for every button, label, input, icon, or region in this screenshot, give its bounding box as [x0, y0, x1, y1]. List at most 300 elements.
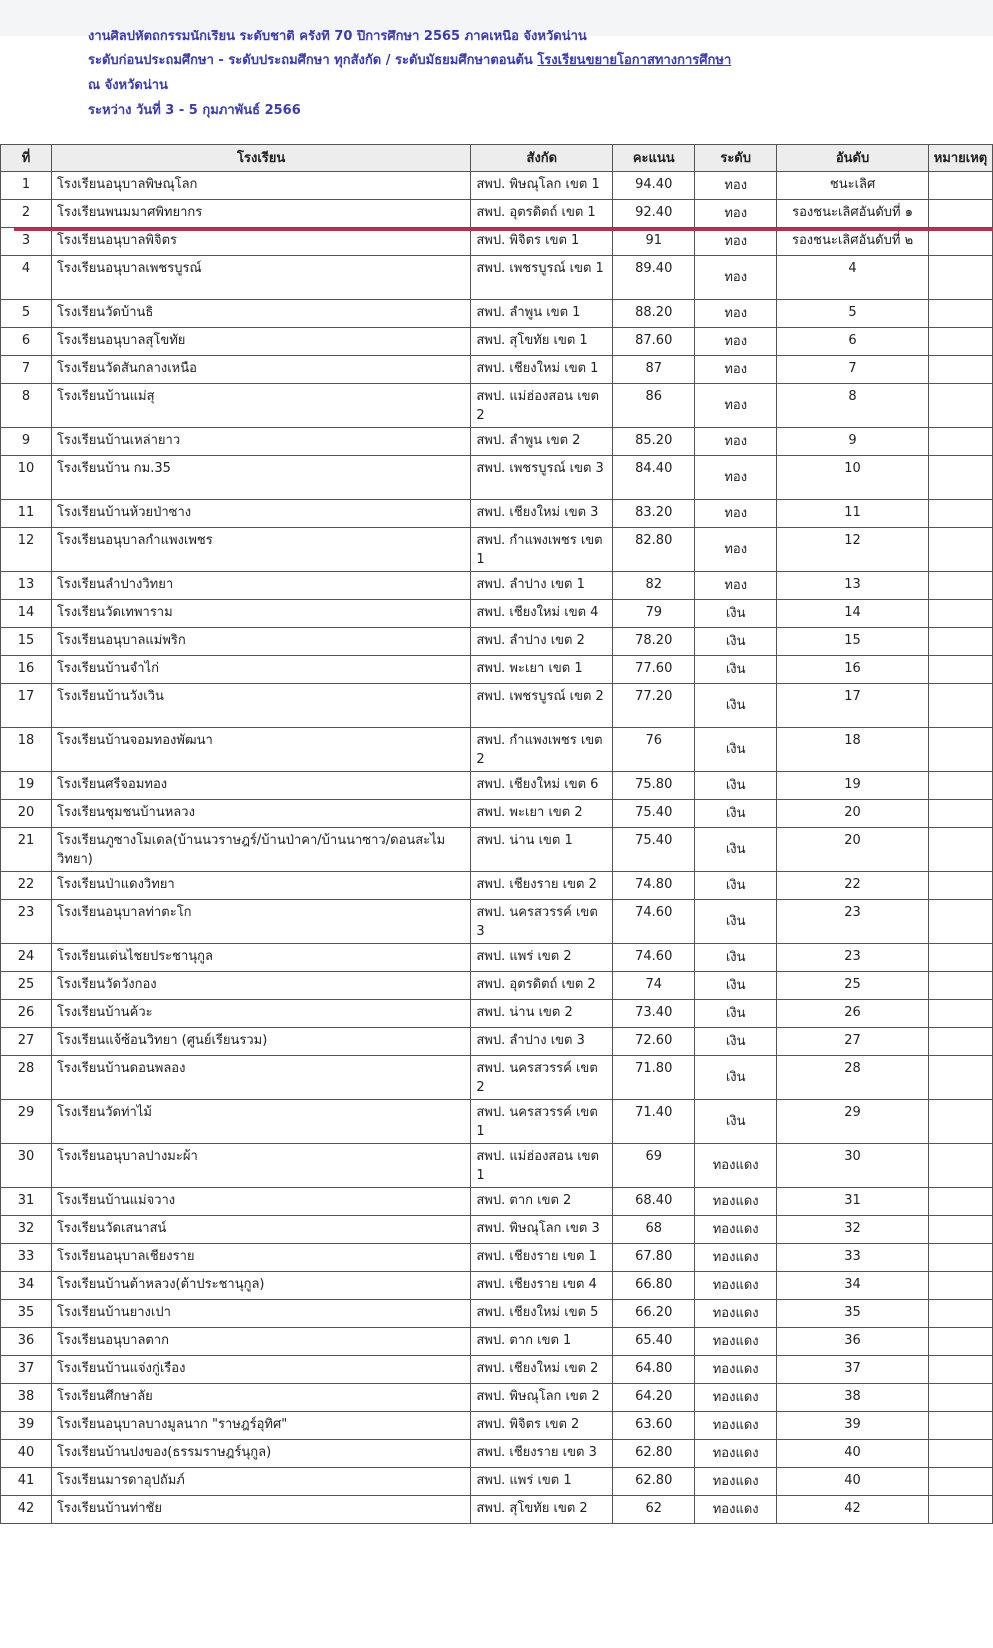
cell-no: 41 — [1, 1468, 52, 1496]
cell-level: ทองแดง — [695, 1272, 777, 1300]
cell-score: 87 — [613, 356, 695, 384]
table-row — [1, 200, 993, 228]
cell-school: โรงเรียนบ้านห้วยป่าซาง — [51, 500, 470, 528]
cell-remark — [928, 300, 992, 328]
cell-affiliation: สพป. เชียงราย เขต 1 — [471, 1244, 613, 1272]
cell-school: โรงเรียนวัดวังกอง — [51, 972, 470, 1000]
cell-rank: 30 — [777, 1144, 929, 1188]
cell-level: เงิน — [695, 684, 777, 728]
cell-affiliation: สพป. เชียงใหม่ เขต 2 — [471, 1356, 613, 1384]
cell-no: 15 — [1, 628, 52, 656]
cell-affiliation: สพป. อุตรดิตถ์ เขต 2 — [471, 972, 613, 1000]
cell-level: ทอง — [695, 500, 777, 528]
cell-score: 65.40 — [613, 1328, 695, 1356]
cell-no: 42 — [1, 1496, 52, 1524]
cell-level: ทองแดง — [695, 1244, 777, 1272]
cell-rank: 31 — [777, 1188, 929, 1216]
cell-affiliation: สพป. สุโขทัย เขต 2 — [471, 1496, 613, 1524]
cell-affiliation: สพป. ลำปาง เขต 2 — [471, 628, 613, 656]
cell-score: 78.20 — [613, 628, 695, 656]
cell-remark — [928, 944, 992, 972]
cell-no: 23 — [1, 900, 52, 944]
cell-affiliation: สพป. ลำพูน เขต 1 — [471, 300, 613, 328]
cell-school: โรงเรียนบ้านแจ่งกู่เรือง — [51, 1356, 470, 1384]
table-row — [1, 300, 993, 328]
cell-affiliation: สพป. เพชรบูรณ์ เขต 2 — [471, 684, 613, 728]
cell-rank: 14 — [777, 600, 929, 628]
cell-affiliation: สพป. เชียงใหม่ เขต 1 — [471, 356, 613, 384]
cell-score: 77.20 — [613, 684, 695, 728]
cell-affiliation: สพป. พิจิตร เขต 1 — [471, 228, 613, 256]
cell-no: 30 — [1, 1144, 52, 1188]
cell-remark — [928, 1440, 992, 1468]
cell-affiliation: สพป. เชียงใหม่ เขต 6 — [471, 772, 613, 800]
cell-remark — [928, 1468, 992, 1496]
cell-school: โรงเรียนอนุบาลตาก — [51, 1328, 470, 1356]
cell-rank: 35 — [777, 1300, 929, 1328]
table-row — [1, 1144, 993, 1188]
table-row — [1, 1300, 993, 1328]
cell-remark — [928, 828, 992, 872]
cell-remark — [928, 1384, 992, 1412]
cell-school: โรงเรียนบ้านเหล่ายาว — [51, 428, 470, 456]
cell-school: โรงเรียนพนมมาศพิทยากร — [51, 200, 470, 228]
cell-remark — [928, 972, 992, 1000]
table-row — [1, 1356, 993, 1384]
cell-level: เงิน — [695, 800, 777, 828]
cell-rank: 26 — [777, 1000, 929, 1028]
cell-remark — [928, 1300, 992, 1328]
cell-remark — [928, 1028, 992, 1056]
cell-score: 74.80 — [613, 872, 695, 900]
cell-no: 26 — [1, 1000, 52, 1028]
cell-no: 22 — [1, 872, 52, 900]
cell-school: โรงเรียนศรีจอมทอง — [51, 772, 470, 800]
table-row — [1, 1100, 993, 1144]
cell-rank: 34 — [777, 1272, 929, 1300]
cell-score: 88.20 — [613, 300, 695, 328]
cell-no: 3 — [1, 228, 52, 256]
table-row — [1, 1412, 993, 1440]
header-remark: หมายเหตุ — [928, 145, 992, 172]
cell-school: โรงเรียนบ้านวังเวิน — [51, 684, 470, 728]
cell-school: โรงเรียนบ้านแม่จวาง — [51, 1188, 470, 1216]
table-row — [1, 500, 993, 528]
cell-rank: 27 — [777, 1028, 929, 1056]
cell-no: 33 — [1, 1244, 52, 1272]
cell-no: 18 — [1, 728, 52, 772]
cell-score: 72.60 — [613, 1028, 695, 1056]
cell-remark — [928, 1328, 992, 1356]
cell-remark — [928, 1272, 992, 1300]
cell-level: ทอง — [695, 356, 777, 384]
cell-affiliation: สพป. เชียงใหม่ เขต 3 — [471, 500, 613, 528]
cell-rank: 36 — [777, 1328, 929, 1356]
table-row — [1, 572, 993, 600]
cell-score: 66.80 — [613, 1272, 695, 1300]
cell-rank: 42 — [777, 1496, 929, 1524]
cell-affiliation: สพป. พิจิตร เขต 2 — [471, 1412, 613, 1440]
cell-score: 84.40 — [613, 456, 695, 500]
cell-remark — [928, 1100, 992, 1144]
cell-score: 83.20 — [613, 500, 695, 528]
table-row — [1, 944, 993, 972]
cell-level: เงิน — [695, 872, 777, 900]
cell-score: 79 — [613, 600, 695, 628]
cell-school: โรงเรียนวัดท่าไม้ — [51, 1100, 470, 1144]
heading-link[interactable]: โรงเรียนขยายโอกาสทางการศึกษา — [537, 53, 732, 68]
cell-level: เงิน — [695, 972, 777, 1000]
cell-rank: 6 — [777, 328, 929, 356]
cell-rank: 10 — [777, 456, 929, 500]
cell-rank: 23 — [777, 900, 929, 944]
cell-no: 10 — [1, 456, 52, 500]
cell-affiliation: สพป. กำแพงเพชร เขต 2 — [471, 728, 613, 772]
cell-no: 16 — [1, 656, 52, 684]
cell-no: 37 — [1, 1356, 52, 1384]
cell-remark — [928, 1356, 992, 1384]
table-row — [1, 256, 993, 300]
cell-score: 92.40 — [613, 200, 695, 228]
cell-level: ทอง — [695, 256, 777, 300]
cell-affiliation: สพป. พะเยา เขต 2 — [471, 800, 613, 828]
heading-line-3: ณ จังหวัดน่าน — [88, 78, 168, 93]
cell-rank: 37 — [777, 1356, 929, 1384]
cell-school: โรงเรียนอนุบาลสุโขทัย — [51, 328, 470, 356]
cell-rank: ชนะเลิศ — [777, 172, 929, 200]
cell-level: ทอง — [695, 228, 777, 256]
cell-affiliation: สพป. พิษณุโลก เขต 2 — [471, 1384, 613, 1412]
header-no: ที่ — [1, 145, 52, 172]
cell-level: ทอง — [695, 200, 777, 228]
cell-level: ทองแดง — [695, 1384, 777, 1412]
cell-no: 39 — [1, 1412, 52, 1440]
cell-score: 91 — [613, 228, 695, 256]
cell-affiliation: สพป. แม่ฮ่องสอน เขต 2 — [471, 384, 613, 428]
cell-no: 32 — [1, 1216, 52, 1244]
cell-rank: รองชนะเลิศอันดับที่ ๑ — [777, 200, 929, 228]
cell-score: 62.80 — [613, 1468, 695, 1496]
cell-affiliation: สพป. นครสวรรค์ เขต 1 — [471, 1100, 613, 1144]
cell-level: ทองแดง — [695, 1144, 777, 1188]
table-row — [1, 172, 993, 200]
cell-remark — [928, 1000, 992, 1028]
table-row — [1, 356, 993, 384]
cell-level: ทอง — [695, 300, 777, 328]
cell-score: 89.40 — [613, 256, 695, 300]
cell-school: โรงเรียนแจ้ซ้อนวิทยา (ศูนย์เรียนรวม) — [51, 1028, 470, 1056]
cell-no: 20 — [1, 800, 52, 828]
cell-no: 35 — [1, 1300, 52, 1328]
cell-level: ทองแดง — [695, 1328, 777, 1356]
cell-remark — [928, 384, 992, 428]
cell-level: ทอง — [695, 172, 777, 200]
cell-rank: 25 — [777, 972, 929, 1000]
cell-remark — [928, 572, 992, 600]
header-rank: อันดับ — [777, 145, 929, 172]
cell-affiliation: สพป. เชียงราย เขต 3 — [471, 1440, 613, 1468]
cell-rank: 19 — [777, 772, 929, 800]
cell-remark — [928, 200, 992, 228]
table-row — [1, 1496, 993, 1524]
table-row — [1, 228, 993, 256]
cell-rank: 13 — [777, 572, 929, 600]
cell-affiliation: สพป. พะเยา เขต 1 — [471, 656, 613, 684]
cell-level: ทอง — [695, 328, 777, 356]
cell-no: 13 — [1, 572, 52, 600]
cell-remark — [928, 900, 992, 944]
cell-level: ทองแดง — [695, 1440, 777, 1468]
table-row — [1, 628, 993, 656]
cell-level: ทองแดง — [695, 1496, 777, 1524]
cell-no: 36 — [1, 1328, 52, 1356]
cell-score: 68.40 — [613, 1188, 695, 1216]
cell-remark — [928, 356, 992, 384]
cell-school: โรงเรียนอนุบาลพิจิตร — [51, 228, 470, 256]
table-row — [1, 800, 993, 828]
cell-no: 28 — [1, 1056, 52, 1100]
cell-score: 73.40 — [613, 1000, 695, 1028]
cell-affiliation: สพป. แพร่ เขต 1 — [471, 1468, 613, 1496]
cell-affiliation: สพป. พิษณุโลก เขต 3 — [471, 1216, 613, 1244]
table-row — [1, 600, 993, 628]
cell-no: 29 — [1, 1100, 52, 1144]
cell-school: โรงเรียนบ้านท่าชัย — [51, 1496, 470, 1524]
cell-affiliation: สพป. สุโขทัย เขต 1 — [471, 328, 613, 356]
cell-level: ทอง — [695, 384, 777, 428]
cell-remark — [928, 1056, 992, 1100]
cell-rank: 22 — [777, 872, 929, 900]
table-row — [1, 684, 993, 728]
cell-no: 40 — [1, 1440, 52, 1468]
cell-score: 67.80 — [613, 1244, 695, 1272]
cell-affiliation: สพป. ลำปาง เขต 1 — [471, 572, 613, 600]
cell-remark — [928, 428, 992, 456]
cell-rank: 9 — [777, 428, 929, 456]
cell-rank: รองชนะเลิศอันดับที่ ๒ — [777, 228, 929, 256]
cell-rank: 20 — [777, 800, 929, 828]
cell-score: 76 — [613, 728, 695, 772]
table-row — [1, 828, 993, 872]
table-row — [1, 900, 993, 944]
cell-level: เงิน — [695, 900, 777, 944]
results-table — [0, 144, 993, 1524]
cell-rank: 12 — [777, 528, 929, 572]
cell-score: 77.60 — [613, 656, 695, 684]
cell-rank: 23 — [777, 944, 929, 972]
cell-affiliation: สพป. แม่ฮ่องสอน เขต 1 — [471, 1144, 613, 1188]
cell-level: ทองแดง — [695, 1188, 777, 1216]
cell-score: 66.20 — [613, 1300, 695, 1328]
cell-remark — [928, 500, 992, 528]
cell-remark — [928, 1412, 992, 1440]
cell-level: เงิน — [695, 600, 777, 628]
cell-score: 87.60 — [613, 328, 695, 356]
cell-affiliation: สพป. เพชรบูรณ์ เขต 1 — [471, 256, 613, 300]
heading-line-2-text: ระดับก่อนประถมศึกษา - ระดับประถมศึกษา ทุกสังกัด / ระดับมัธยมศึกษาตอนต้น — [88, 53, 538, 68]
cell-rank: 28 — [777, 1056, 929, 1100]
cell-no: 19 — [1, 772, 52, 800]
cell-remark — [928, 772, 992, 800]
cell-score: 69 — [613, 1144, 695, 1188]
cell-school: โรงเรียนวัดบ้านธิ — [51, 300, 470, 328]
cell-score: 74.60 — [613, 944, 695, 972]
cell-score: 75.40 — [613, 828, 695, 872]
cell-level: เงิน — [695, 1100, 777, 1144]
table-row — [1, 456, 993, 500]
cell-school: โรงเรียนบ้านค้วะ — [51, 1000, 470, 1028]
table-row — [1, 772, 993, 800]
cell-level: เงิน — [695, 1000, 777, 1028]
cell-school: โรงเรียนวัดเสนาสน์ — [51, 1216, 470, 1244]
cell-rank: 7 — [777, 356, 929, 384]
table-row — [1, 1272, 993, 1300]
cell-score: 62 — [613, 1496, 695, 1524]
heading-line-1: งานศิลปหัตถกรรมนักเรียน ระดับชาติ ครั้งที่ 70 ปีการศึกษา 2565 ภาคเหนือ จังหวัดน่าน — [88, 30, 587, 44]
cell-remark — [928, 528, 992, 572]
cell-level: ทองแดง — [695, 1216, 777, 1244]
cell-school: โรงเรียนอนุบาลบางมูลนาก "ราษฎร์อุทิศ" — [51, 1412, 470, 1440]
cell-school: โรงเรียนศึกษาลัย — [51, 1384, 470, 1412]
cell-rank: 33 — [777, 1244, 929, 1272]
cell-score: 86 — [613, 384, 695, 428]
cell-rank: 8 — [777, 384, 929, 428]
cell-school: โรงเรียนชุมชนบ้านหลวง — [51, 800, 470, 828]
cell-no: 5 — [1, 300, 52, 328]
cell-level: เงิน — [695, 1056, 777, 1100]
table-row — [1, 384, 993, 428]
heading-line-4: ระหว่าง วันที่ 3 - 5 กุมภาพันธ์ 2566 — [88, 103, 301, 118]
cell-no: 12 — [1, 528, 52, 572]
heading-line-2 — [88, 48, 968, 73]
cell-remark — [928, 1496, 992, 1524]
cell-remark — [928, 628, 992, 656]
cell-score: 82 — [613, 572, 695, 600]
cell-affiliation: สพป. กำแพงเพชร เขต 1 — [471, 528, 613, 572]
cell-rank: 17 — [777, 684, 929, 728]
cell-rank: 16 — [777, 656, 929, 684]
cell-school: โรงเรียนภูซางโมเดล(บ้านนวราษฎร์/บ้านป่าคา/บ้านนาซาว/ดอนสะไมวิทยา) — [51, 828, 470, 872]
cell-no: 34 — [1, 1272, 52, 1300]
cell-rank: 5 — [777, 300, 929, 328]
cell-level: ทองแดง — [695, 1412, 777, 1440]
cell-affiliation: สพป. เชียงใหม่ เขต 4 — [471, 600, 613, 628]
cell-level: ทองแดง — [695, 1468, 777, 1496]
table-row — [1, 1000, 993, 1028]
cell-remark — [928, 328, 992, 356]
cell-remark — [928, 1244, 992, 1272]
cell-no: 24 — [1, 944, 52, 972]
table-row — [1, 328, 993, 356]
cell-no: 8 — [1, 384, 52, 428]
cell-level: ทองแดง — [695, 1300, 777, 1328]
cell-remark — [928, 1144, 992, 1188]
table-row — [1, 1216, 993, 1244]
cell-level: ทองแดง — [695, 1356, 777, 1384]
cell-school: โรงเรียนบ้านจอมทองพัฒนา — [51, 728, 470, 772]
cell-score: 82.80 — [613, 528, 695, 572]
cell-no: 21 — [1, 828, 52, 872]
cell-school: โรงเรียนบ้านต้าหลวง(ต้าประชานุกูล) — [51, 1272, 470, 1300]
table-row — [1, 872, 993, 900]
table-row — [1, 1468, 993, 1496]
cell-no: 1 — [1, 172, 52, 200]
cell-rank: 20 — [777, 828, 929, 872]
cell-rank: 11 — [777, 500, 929, 528]
table-row — [1, 1056, 993, 1100]
cell-affiliation: สพป. ลำปาง เขต 3 — [471, 1028, 613, 1056]
table-row — [1, 656, 993, 684]
highlight-underline — [14, 228, 993, 231]
cell-rank: 29 — [777, 1100, 929, 1144]
header-affiliation: สังกัด — [471, 145, 613, 172]
cell-level: ทอง — [695, 456, 777, 500]
cell-rank: 15 — [777, 628, 929, 656]
cell-school: โรงเรียนบ้านปงของ(ธรรมราษฎร์นุกูล) — [51, 1440, 470, 1468]
cell-affiliation: สพป. ตาก เขต 1 — [471, 1328, 613, 1356]
cell-rank: 18 — [777, 728, 929, 772]
cell-rank: 4 — [777, 256, 929, 300]
cell-score: 71.80 — [613, 1056, 695, 1100]
cell-affiliation: สพป. น่าน เขต 2 — [471, 1000, 613, 1028]
cell-no: 14 — [1, 600, 52, 628]
cell-no: 7 — [1, 356, 52, 384]
cell-score: 75.80 — [613, 772, 695, 800]
cell-remark — [928, 800, 992, 828]
cell-no: 2 — [1, 200, 52, 228]
cell-affiliation: สพป. ลำพูน เขต 2 — [471, 428, 613, 456]
cell-affiliation: สพป. นครสวรรค์ เขต 2 — [471, 1056, 613, 1100]
cell-no: 27 — [1, 1028, 52, 1056]
header-score: คะแนน — [613, 145, 695, 172]
cell-rank: 40 — [777, 1440, 929, 1468]
cell-rank: 39 — [777, 1412, 929, 1440]
page-heading — [88, 30, 968, 123]
cell-remark — [928, 1188, 992, 1216]
cell-school: โรงเรียนอนุบาลพิษณุโลก — [51, 172, 470, 200]
cell-affiliation: สพป. พิษณุโลก เขต 1 — [471, 172, 613, 200]
cell-school: โรงเรียนอนุบาลเชียงราย — [51, 1244, 470, 1272]
cell-school: โรงเรียนอนุบาลกำแพงเพชร — [51, 528, 470, 572]
cell-score: 64.80 — [613, 1356, 695, 1384]
cell-school: โรงเรียนบ้าน กม.35 — [51, 456, 470, 500]
cell-remark — [928, 600, 992, 628]
header-school: โรงเรียน — [51, 145, 470, 172]
cell-score: 63.60 — [613, 1412, 695, 1440]
cell-score: 94.40 — [613, 172, 695, 200]
cell-affiliation: สพป. แพร่ เขต 2 — [471, 944, 613, 972]
cell-remark — [928, 172, 992, 200]
cell-school: โรงเรียนลำปางวิทยา — [51, 572, 470, 600]
cell-remark — [928, 656, 992, 684]
cell-level: เงิน — [695, 828, 777, 872]
cell-school: โรงเรียนบ้านจำไก่ — [51, 656, 470, 684]
cell-level: เงิน — [695, 656, 777, 684]
cell-school: โรงเรียนอนุบาลเพชรบูรณ์ — [51, 256, 470, 300]
cell-affiliation: สพป. เชียงราย เขต 4 — [471, 1272, 613, 1300]
cell-score: 71.40 — [613, 1100, 695, 1144]
cell-score: 74 — [613, 972, 695, 1000]
cell-level: เงิน — [695, 944, 777, 972]
cell-rank: 40 — [777, 1468, 929, 1496]
cell-school: โรงเรียนมารดาอุปถัมภ์ — [51, 1468, 470, 1496]
cell-remark — [928, 684, 992, 728]
cell-level: เงิน — [695, 728, 777, 772]
cell-score: 85.20 — [613, 428, 695, 456]
cell-no: 11 — [1, 500, 52, 528]
cell-score: 74.60 — [613, 900, 695, 944]
header-level: ระดับ — [695, 145, 777, 172]
